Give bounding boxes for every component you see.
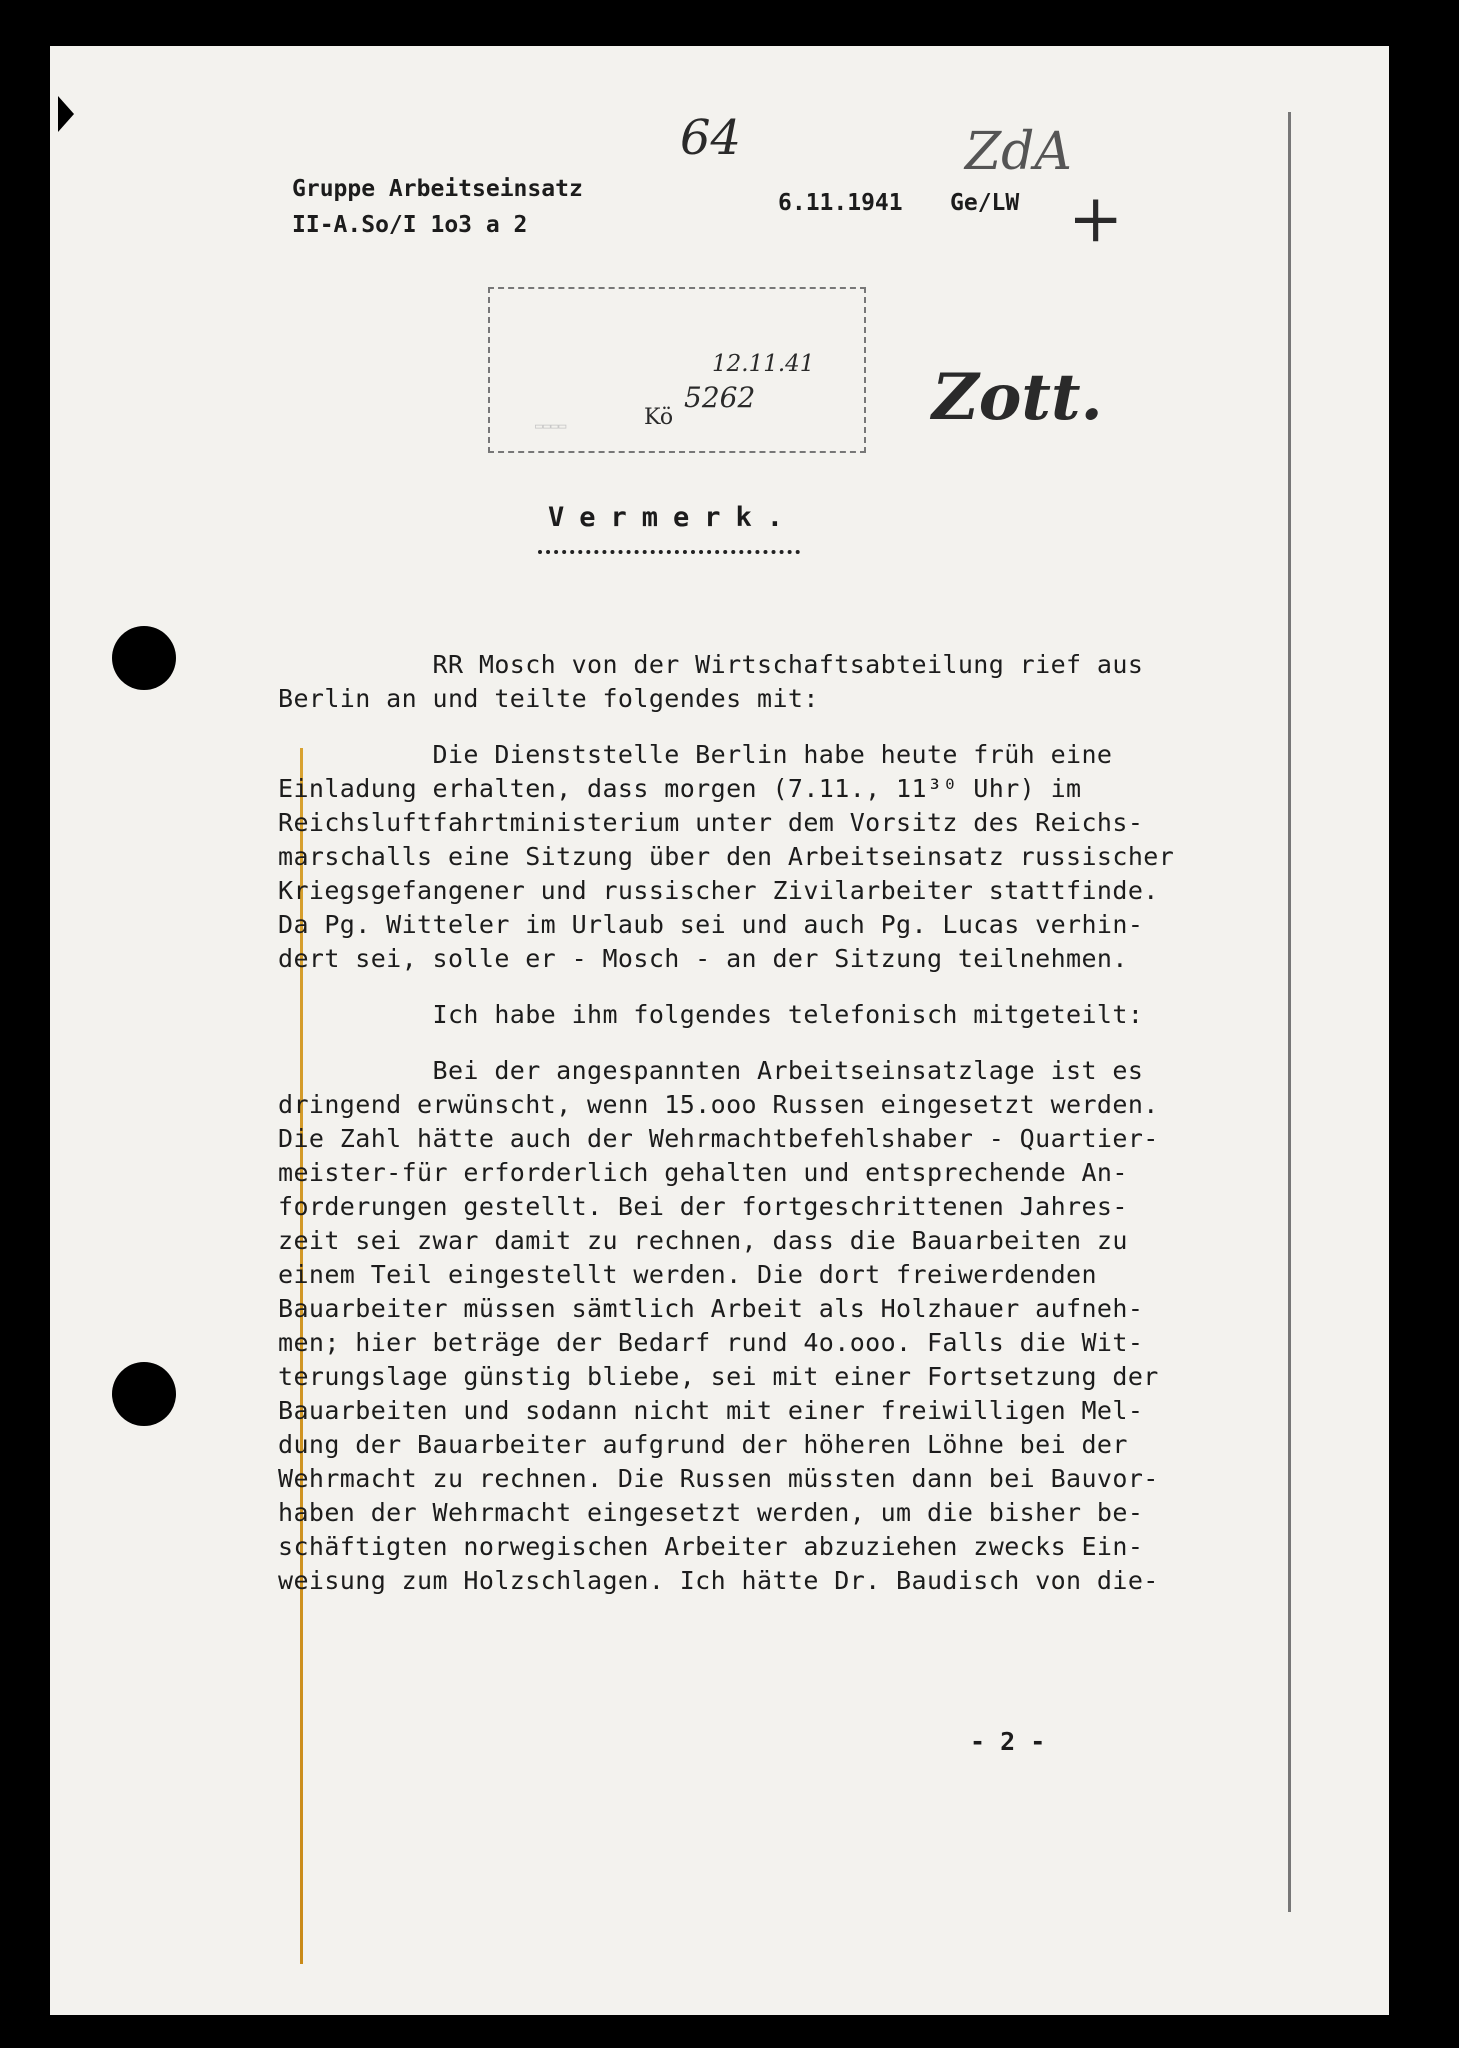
next-page-marker: - 2 - — [970, 1727, 1046, 1756]
body-line: Kriegsgefangener und russischer Zivilarbeiter stattfinde. — [278, 876, 1159, 905]
received-stamp — [488, 287, 866, 453]
stamp-faint-text: ▭▭▭▭ — [535, 419, 567, 434]
body-line: terungslage günstig bliebe, sei mit einer Fortsetzung der — [278, 1362, 1159, 1391]
handwritten-signature: Zott. — [932, 360, 1103, 435]
department-name: Gruppe Arbeitseinsatz — [292, 176, 583, 202]
body-line: Die Dienststelle Berlin habe heute früh eine — [278, 740, 1113, 769]
body-line: Berlin an und teilte folgendes mit: — [278, 684, 819, 713]
body-line: Wehrmacht zu rechnen. Die Russen müssten dann bei Bauvor- — [278, 1464, 1159, 1493]
corner-tab-mark — [58, 96, 74, 132]
stamp-mark: Kö — [644, 405, 674, 430]
right-edge-shadow — [1288, 112, 1291, 1912]
body-line: Bei der angespannten Arbeitseinsatzlage ist es — [278, 1056, 1144, 1085]
document-title: Vermerk. — [548, 502, 799, 533]
body-line: Ich habe ihm folgendes telefonisch mitgeteilt: — [278, 1000, 1144, 1029]
body-line: dung der Bauarbeiter aufgrund der höheren Löhne bei der — [278, 1430, 1128, 1459]
body-line: Reichsluftfahrtministerium unter dem Vorsitz des Reichs- — [278, 808, 1144, 837]
body-line: marschalls eine Sitzung über den Arbeitseinsatz russischer — [278, 842, 1175, 871]
body-line: Die Zahl hätte auch der Wehrmachtbefehlshaber - Quartier- — [278, 1124, 1159, 1153]
body-line: einem Teil eingestellt werden. Die dort freiwerdenden — [278, 1260, 1097, 1289]
body-line: Da Pg. Witteler im Urlaub sei und auch Pg. Lucas verhin- — [278, 910, 1144, 939]
body-line: Bauarbeiter müssen sämtlich Arbeit als Holzhauer aufneh- — [278, 1294, 1144, 1323]
body-line: haben der Wehrmacht eingesetzt werden, um die bisher be- — [278, 1498, 1144, 1527]
body-line: Bauarbeiten und sodann nicht mit einer freiwilligen Mel- — [278, 1396, 1144, 1425]
body-line: schäftigten norwegischen Arbeiter abzuziehen zwecks Ein- — [278, 1532, 1144, 1561]
body-line: weisung zum Holzschlagen. Ich hätte Dr. Baudisch von die- — [278, 1566, 1159, 1595]
body-line: Einladung erhalten, dass morgen (7.11., 11³⁰ Uhr) im — [278, 774, 1082, 803]
body-line: RR Mosch von der Wirtschaftsabteilung rief aus — [278, 650, 1144, 679]
body-line: dringend erwünscht, wenn 15.ooo Russen eingesetzt werden. — [278, 1090, 1159, 1119]
body-line: dert sei, solle er - Mosch - an der Sitzung teilnehmen. — [278, 944, 1128, 973]
body-line: meister-für erforderlich gehalten und entsprechende An- — [278, 1158, 1128, 1187]
stamp-date: 12.11.41 — [712, 351, 815, 377]
body-line: men; hier beträge der Bedarf rund 4o.ooo. Falls die Wit- — [278, 1328, 1144, 1357]
body-line: forderungen gestellt. Bei der fortgeschrittenen Jahres- — [278, 1192, 1128, 1221]
author-initials: Ge/LW — [950, 190, 1020, 216]
stamp-number: 5262 — [684, 381, 756, 414]
handwritten-zda-note: ZdA — [965, 122, 1072, 182]
title-underline — [538, 550, 800, 554]
punch-hole-bottom — [112, 1362, 176, 1426]
file-reference: II-A.So/I 1o3 a 2 — [292, 212, 528, 238]
document-date: 6.11.1941 — [778, 190, 903, 216]
punch-hole-top — [112, 626, 176, 690]
handwritten-page-number: 64 — [680, 110, 742, 166]
body-line: zeit sei zwar damit zu rechnen, dass die Bauarbeiten zu — [278, 1226, 1128, 1255]
handwritten-cross-mark: + — [1068, 180, 1124, 257]
